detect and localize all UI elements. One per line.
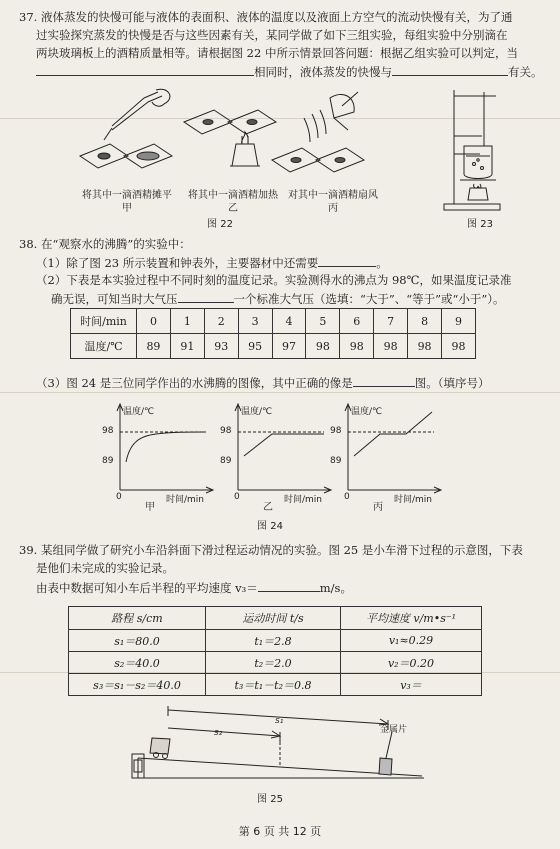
graph-a-tick-89: 89 xyxy=(102,456,114,466)
table-header: 平均速度 v/m•s⁻¹ xyxy=(341,607,482,630)
figure-23-apparatus xyxy=(440,84,520,212)
graph-c-ylabel: 温度/℃ xyxy=(351,407,383,417)
table-row xyxy=(69,630,482,652)
q39-line-3: 由表中数据可知小车后半程的平均速度 v₃＝ m/s。 xyxy=(36,581,352,595)
fig25-s1-label: s₁ xyxy=(275,716,284,726)
table-cell: 0 xyxy=(137,309,171,334)
table-cell: v₁≈0.29 xyxy=(341,630,482,652)
graph-c xyxy=(324,398,444,513)
graph-a xyxy=(96,398,216,513)
table-cell: 9 xyxy=(442,309,476,334)
q38-answer-blank-3[interactable] xyxy=(353,374,415,387)
table-header: 时间/min xyxy=(71,309,137,334)
q37-line-1: 37. 液体蒸发的快慢可能与液体的表面积、液体的温度以及液面上方空气的流动快慢有关，为了通 xyxy=(19,10,513,24)
table-cell: 1 xyxy=(170,309,204,334)
table-row xyxy=(69,652,482,674)
figure-22-illustration xyxy=(72,84,372,184)
fig22-label-a: 甲 xyxy=(122,203,132,214)
q37-line-4: 相同时，液体蒸发的快慢与 有关。 xyxy=(36,63,543,81)
q37-line-3: 两块玻璃板上的酒精质量相等。请根据图 22 中所示情景回答问题：根据乙组实验可以判定，当 xyxy=(36,46,518,60)
q38-line-4: 确无误，可知当时大气压 一个标准大气压（选填：“大于”、“等于”或“小于”）。 xyxy=(51,292,505,306)
graph-c-xlabel: 时间/min xyxy=(394,495,433,505)
table-cell: v₂＝0.20 xyxy=(341,652,482,674)
fig22-label-b: 乙 xyxy=(228,203,238,214)
fig23-title: 图 23 xyxy=(467,219,493,230)
graph-b-ylabel: 温度/℃ xyxy=(241,407,273,417)
table-cell: 98 xyxy=(306,334,340,359)
figure-25-incline xyxy=(130,702,430,784)
table-cell: s₃＝s₁－s₂＝40.0 xyxy=(69,674,206,696)
q37-answer-blank-2[interactable] xyxy=(392,63,508,76)
table-header: 温度/℃ xyxy=(71,334,137,359)
q37-line-2: 过实验探究蒸发的快慢是否与这些因素有关，某同学做了如下三组实验，每组实验中分别滴在 xyxy=(36,28,508,42)
graph-b-label: 乙 xyxy=(263,502,273,513)
graph-b-tick-89: 89 xyxy=(220,456,232,466)
table-header: 路程 s/cm xyxy=(69,607,206,630)
table-cell: 95 xyxy=(238,334,272,359)
fig24-title: 图 24 xyxy=(257,521,283,532)
table-cell: 98 xyxy=(374,334,408,359)
fig25-title: 图 25 xyxy=(257,794,283,805)
fig22-title: 图 22 xyxy=(207,219,233,230)
fig25-metal-plate-label: 金属片 xyxy=(380,725,408,735)
table-cell: 93 xyxy=(204,334,238,359)
table-cell: 3 xyxy=(238,309,272,334)
q39-line-1: 39. 某组同学做了研究小车沿斜面下滑过程运动情况的实验。图 25 是小车滑下过程的示意图，下表 xyxy=(19,543,523,557)
q38-line-2: （1）除了图 23 所示装置和钟表外，主要器材中还需要 。 xyxy=(36,256,388,270)
table-cell: 2 xyxy=(204,309,238,334)
table-cell: 4 xyxy=(272,309,306,334)
q39-answer-blank[interactable] xyxy=(258,579,320,592)
table-cell: 7 xyxy=(374,309,408,334)
table-row xyxy=(71,334,476,359)
table-cell: 6 xyxy=(340,309,374,334)
graph-b-xlabel: 时间/min xyxy=(284,495,323,505)
graph-a-label: 甲 xyxy=(145,502,155,513)
graph-a-ylabel: 温度/℃ xyxy=(123,407,155,417)
table-cell: 98 xyxy=(408,334,442,359)
fig22-label-c: 丙 xyxy=(328,203,338,214)
table-cell: s₂＝40.0 xyxy=(69,652,206,674)
graph-b-tick-98: 98 xyxy=(220,426,232,436)
graph-a-tick-98: 98 xyxy=(102,426,114,436)
fig22-caption-c: 对其中一滴酒精扇风 xyxy=(288,190,378,201)
graph-a-xlabel: 时间/min xyxy=(166,495,205,505)
table-row xyxy=(71,309,476,334)
graph-a-origin: 0 xyxy=(116,492,122,502)
graph-b xyxy=(214,398,334,513)
graph-c-tick-89: 89 xyxy=(330,456,342,466)
table-row xyxy=(69,674,482,696)
graph-c-origin: 0 xyxy=(344,492,350,502)
page-footer: 第 6 页 共 12 页 xyxy=(238,825,322,838)
table-row xyxy=(69,607,482,630)
temperature-table xyxy=(70,308,476,359)
graph-c-label: 丙 xyxy=(373,502,383,513)
table-cell: 8 xyxy=(408,309,442,334)
q38-line-5: （3）图 24 是三位同学作出的水沸腾的图像，其中正确的像是 图。（填序号） xyxy=(36,376,490,390)
graph-c-tick-98: 98 xyxy=(330,426,342,436)
fig25-s2-label: s₂ xyxy=(214,728,223,738)
graph-a-plot xyxy=(96,398,216,498)
table-cell: t₁＝2.8 xyxy=(206,630,341,652)
table-cell: 98 xyxy=(340,334,374,359)
table-cell: 98 xyxy=(442,334,476,359)
q38-answer-blank-1[interactable] xyxy=(318,254,376,267)
fig22-caption-a: 将其中一滴酒精摊平 xyxy=(82,190,172,201)
q38-line-1: 38. 在“观察水的沸腾”的实验中： xyxy=(19,237,191,251)
graph-b-origin: 0 xyxy=(234,492,240,502)
q37-answer-blank-1[interactable] xyxy=(36,63,254,76)
table-cell: t₃＝t₁－t₂＝0.8 xyxy=(206,674,341,696)
q39-line-2: 是他们未完成的实验记录。 xyxy=(36,561,174,575)
table-cell: 97 xyxy=(272,334,306,359)
table-cell: 89 xyxy=(137,334,171,359)
table-header: 运动时间 t/s xyxy=(206,607,341,630)
table-cell: v₃＝ xyxy=(341,674,482,696)
graph-c-plot xyxy=(324,398,444,498)
table-cell: 5 xyxy=(306,309,340,334)
q38-line-3: （2）下表是本实验过程中不同时刻的温度记录。实验测得水的沸点为 98℃，如果温度记录准 xyxy=(36,273,512,287)
table-cell: 91 xyxy=(170,334,204,359)
fig22-caption-b: 将其中一滴酒精加热 xyxy=(188,190,278,201)
table-cell: s₁＝80.0 xyxy=(69,630,206,652)
graph-b-plot xyxy=(214,398,334,498)
q38-answer-blank-2[interactable] xyxy=(178,290,234,303)
table-cell: t₂＝2.0 xyxy=(206,652,341,674)
motion-table xyxy=(68,606,482,696)
